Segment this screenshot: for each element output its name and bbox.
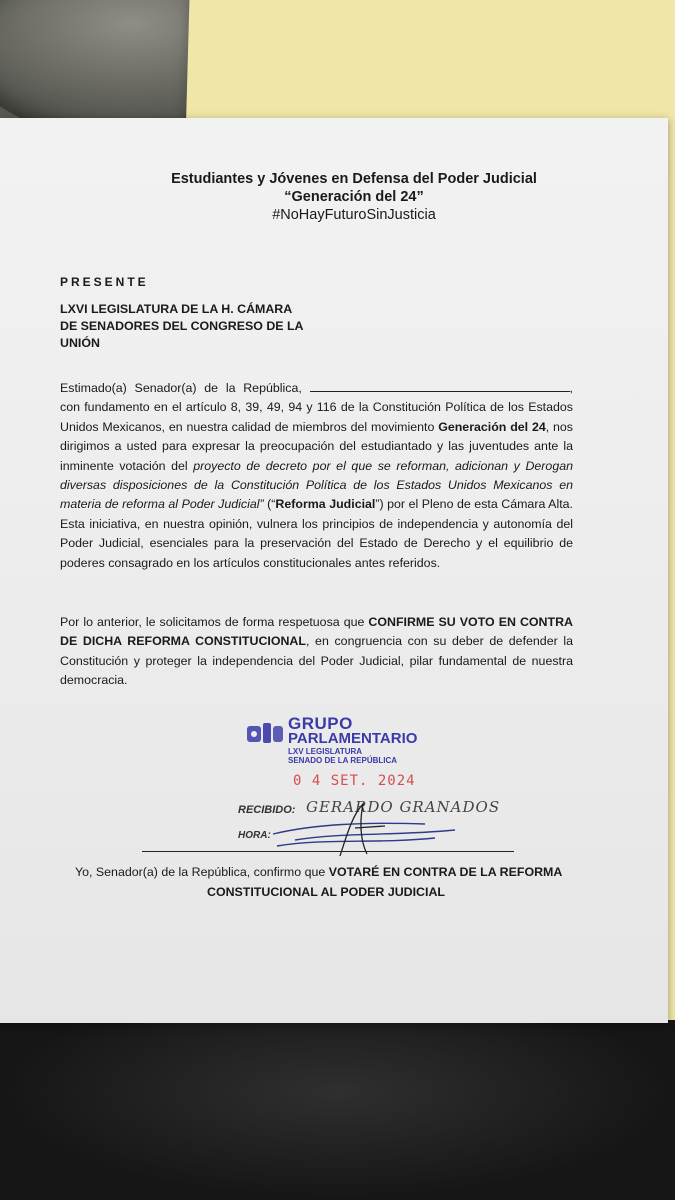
final-bold-1: VOTARÉ EN CONTRA DE LA REFORMA	[328, 865, 563, 879]
addressee-block: LXVI LEGISLATURA DE LA H. CÁMARA DE SENADORES DEL CONGRESO DE LA UNIÓN	[60, 302, 304, 350]
p1-text-e: (“	[263, 497, 276, 512]
letter-header	[0, 170, 668, 224]
p1-movement-name: Generación del 24	[438, 419, 546, 434]
party-logo-icon	[245, 720, 285, 748]
p2-text-c: , en congruencia con su deber de defender la Constitución y proteger la independencia del Poder Judicial, pilar fundamental de nuestra democracia.	[60, 634, 574, 688]
confirmation-statement	[75, 862, 585, 902]
senator-name-blank	[310, 380, 570, 392]
stamp-parlamentario-label: PARLAMENTARIO	[288, 730, 418, 747]
stamp-group-label: GRUPO	[288, 714, 353, 733]
letter-page	[0, 118, 668, 1023]
recibido-label: RECIBIDO:	[238, 804, 296, 816]
header-hashtag: #NoHayFuturoSinJusticia	[272, 207, 436, 223]
p1-text-c: , nos dirigimos a usted para expresar la preocupación del estudiantado y las juventudes ante la inminente votación del	[60, 419, 573, 473]
background-dark-surface	[0, 1020, 675, 1200]
paragraph-1	[60, 379, 573, 573]
p1-decree-title: proyecto de decreto por el que se reforman, adicionan y Derogan diversas disposiciones de la Constitución Política de los Estados Unidos Mexicanos en materia de reforma al Poder Judicial”	[60, 458, 573, 512]
stamp-legislatura: LXV LEGISLATURA	[288, 747, 363, 756]
p1-text-g: ”) por el Pleno de esta Cámara Alta. Esta iniciativa, en nuestra opinión, vulnera los principios de independencia y autonomía del Poder Judicial, esenciales para la preservación del Estado de Derecho y el equilibrio de poderes consagrado en los artículos constitucionales antes referidos.	[60, 497, 573, 570]
stamp-date: 0 4 SET. 2024	[293, 773, 416, 789]
recibido-handwritten-name: GERARDO GRANADOS	[306, 798, 501, 816]
signature-scribble	[255, 794, 475, 864]
hora-label: HORA:	[238, 830, 271, 841]
salutation: Estimado(a) Senador(a) de la República,	[60, 381, 302, 395]
p2-text-a: Por lo anterior, le solicitamos de forma respetuosa que	[60, 615, 365, 629]
final-bold-2: CONSTITUCIONAL AL PODER JUDICIAL	[207, 885, 445, 899]
p1-text-a: con fundamento en el artículo 8, 39, 49, 94 y 116 de la Constitución Política de los Estados Unidos Mexicanos, en nuestra calidad de miembros del movimiento	[60, 400, 573, 434]
salutation-end: ,	[569, 381, 573, 395]
header-line-2: “Generación del 24”	[284, 189, 424, 205]
presente-heading: PRESENTE	[60, 275, 149, 289]
p1-reforma-judicial: Reforma Judicial	[275, 497, 376, 512]
final-text-a: Yo, Senador(a) de la República, confirmo que	[75, 865, 326, 879]
header-line-1: Estudiantes y Jóvenes en Defensa del Poder Judicial	[171, 171, 537, 187]
p2-request-bold: CONFIRME SU VOTO EN CONTRA DE DICHA REFORMA CONSTITUCIONAL	[60, 615, 573, 649]
paragraph-2	[60, 613, 573, 691]
stamp-senado: SENADO DE LA REPÚBLICA	[288, 756, 398, 765]
reception-stamp	[240, 710, 460, 770]
signature-line	[142, 851, 514, 852]
